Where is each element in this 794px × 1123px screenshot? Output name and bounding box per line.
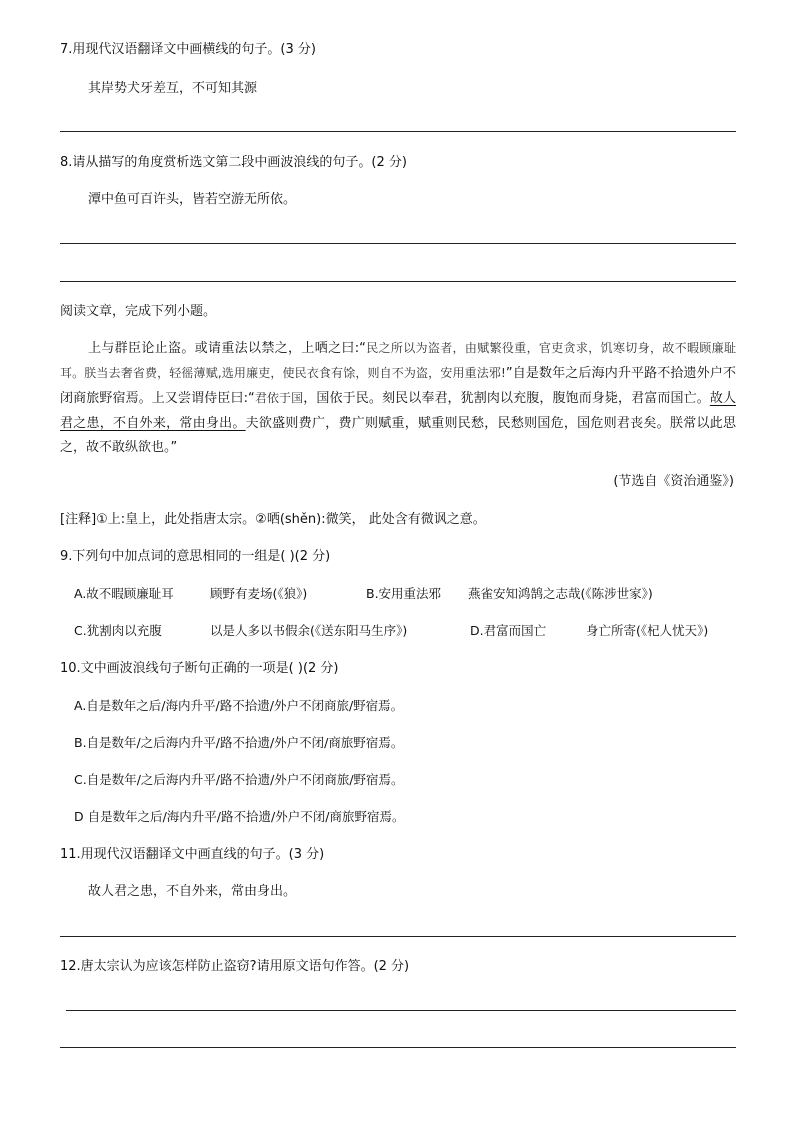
passage-note: [注释]①上:皇上，此处指唐太宗。②哂(shěn):微笑， 此处含有微讽之意。 [60, 512, 486, 527]
q10-option-c[interactable]: C.自是数年/之后海内升平/路不拾遗/外户不闭商旅/野宿焉。 [74, 772, 404, 787]
q10-option-d[interactable]: D 自是数年之后/海内升平/路不拾遗/外户不闭/商旅野宿焉。 [74, 809, 405, 824]
passage-instruction: 阅读文章，完成下列小题。 [60, 304, 217, 319]
passage-text-4: 夫欲盛则费广，费广则赋重，赋重则民愁，民愁则国危，国危则君丧矣。朕常以此思之，故不敢纵欲也。” [60, 415, 736, 455]
passage-text-3: ，国依于民。刻民以奉君，犹割肉以充腹，腹饱而身毙，君富而国亡。 [303, 391, 710, 407]
q11-answer-line[interactable] [60, 936, 736, 937]
q8-prompt: 8.请从描写的角度赏析选文第二段中画波浪线的句子。(2 分) [60, 155, 407, 170]
q8-answer-line-1[interactable] [60, 243, 736, 244]
q12-answer-line-2[interactable] [60, 1047, 736, 1048]
passage-body [60, 336, 736, 460]
q12-answer-line-1[interactable] [66, 1010, 736, 1011]
q10-option-a[interactable]: A.自是数年之后/海内升平/路不拾遗/外户不闭商旅/野宿焉。 [74, 698, 404, 713]
q9-option-c-right: 以是人多以书假余(《送东阳马生序》) [210, 623, 408, 638]
q9-option-b-left[interactable]: B.安用重法邪 [366, 586, 442, 601]
q9-option-a-left[interactable]: A.故不暇顾廉耻耳 [74, 586, 174, 601]
q11-prompt: 11.用现代汉语翻译文中画直线的句子。(3 分) [60, 847, 325, 862]
q10-prompt: 10.文中画波浪线句子断句正确的一项是( )(2 分) [60, 661, 339, 676]
q11-sentence: 故人君之患，不自外来，常由身出。 [88, 884, 297, 899]
passage-quote-2: 君依于国 [254, 391, 304, 406]
q7-prompt: 7.用现代汉语翻译文中画横线的句子。(3 分) [60, 42, 316, 57]
q9-option-b-right: 燕雀安知鸿鹄之志哉(《陈涉世家》) [468, 586, 653, 601]
q9-option-d-left[interactable]: D.君富而国亡 [470, 623, 547, 638]
q9-prompt: 9.下列句中加点词的意思相同的一组是( )(2 分) [60, 549, 331, 564]
q7-sentence: 其岸势犬牙差互，不可知其源 [88, 81, 258, 96]
passage-text-1: 上与群臣论止盗。或请重法以禁之，上哂之曰:“ [88, 341, 366, 356]
q7-answer-line[interactable] [60, 131, 736, 132]
passage-text-2: ”自是数年之后海内升平路不拾遗外户不闭商旅野宿焉。上又尝谓侍臣曰:“ [60, 366, 736, 407]
passage-underlined-sentence: 故人君之患，不自外来，常由身出。 [60, 391, 736, 431]
passage-source: (节选自《资治通鉴》) [613, 474, 734, 489]
q9-option-d-right: 身亡所寄(《杞人忧天》) [586, 623, 709, 638]
q8-sentence: 潭中鱼可百许头，皆若空游无所依。 [88, 192, 297, 207]
q12-prompt: 12.唐太宗认为应该怎样防止盗窃?请用原文语句作答。(2 分) [60, 959, 410, 974]
q9-option-a-right: 顾野有麦场(《狼》) [210, 586, 308, 601]
q10-option-b[interactable]: B.自是数年/之后海内升平/路不拾遗/外户不闭/商旅野宿焉。 [74, 735, 404, 750]
q9-option-c-left[interactable]: C.犹割肉以充腹 [74, 623, 162, 638]
q8-answer-line-2[interactable] [60, 281, 736, 282]
passage-quote-1: 民之所以为盗者，由赋繁役重，官吏贪求，饥寒切身，故不暇顾廉耻耳。朕当去奢省费，轻徭薄赋,选用廉吏，使民衣食有馀，则自不为盗，安用重法邪! [60, 341, 736, 381]
